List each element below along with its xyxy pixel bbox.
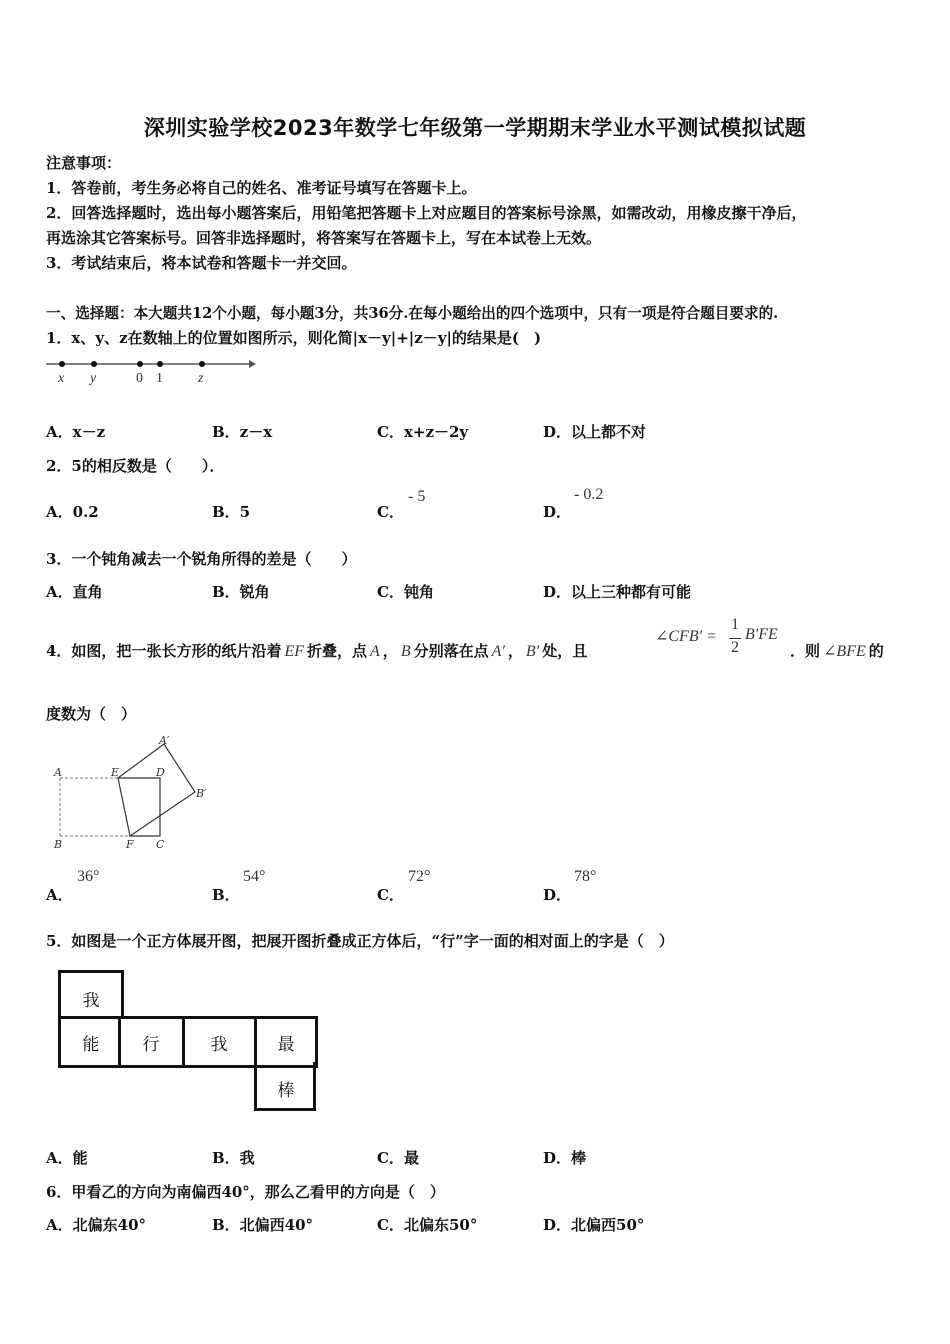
q2-option-c-math: - 5 (408, 488, 426, 505)
net-cell-bang: 棒 (277, 1081, 295, 1101)
q4-stem-end (790, 640, 884, 661)
q6-option-c[interactable]: C．北偏东50° (377, 1216, 478, 1234)
q4-point-b-prime: B′ (525, 643, 540, 660)
q4-figure (50, 732, 215, 854)
q6-option-a[interactable]: A．北偏东40° (46, 1216, 147, 1234)
q4-text-4: 处，且 (542, 642, 588, 660)
fig-label-d: D (156, 766, 165, 779)
fig-label-c: C (156, 838, 165, 851)
q4-point-a: A (370, 643, 380, 660)
q5-stem: 5．如图是一个正方体展开图，把展开图折叠成正方体后，“行”字一面的相对面上的字是（ ） (46, 932, 674, 950)
label-x: x (58, 371, 65, 386)
label-z: z (198, 371, 204, 386)
notice-item-3: 3．考试结束后，将本试卷和答题卡一并交回。 (46, 254, 357, 272)
q4-frac-num: 1 (731, 616, 739, 633)
q2-option-d[interactable]: D． (543, 503, 572, 521)
fig-label-a: A (54, 766, 62, 779)
q3-option-c[interactable]: C．钝角 (377, 583, 434, 601)
q4-stem-line (46, 640, 587, 670)
point-1 (157, 361, 163, 367)
q2-stem: 2．5的相反数是（ ）． (46, 457, 225, 475)
notice-heading: 注意事项： (46, 154, 122, 172)
net-cell-xing: 行 (142, 1035, 160, 1055)
fig-label-e: E (111, 766, 120, 779)
q5-option-d[interactable]: D．棒 (543, 1149, 587, 1167)
q4-text-5: ．则 (790, 642, 821, 660)
q4-option-a-value: 36° (77, 868, 100, 885)
q4-stem-2: 度数为（ ） (46, 705, 137, 723)
notice-item-2b: 再选涂其它答案标号。回答非选择题时，将答案写在答题卡上，写在本试卷上无效。 (46, 229, 602, 247)
q2-option-c[interactable]: C． (377, 503, 404, 521)
q5-cube-net (56, 968, 318, 1114)
q1-option-b[interactable]: B．z－x (212, 423, 273, 441)
fig-label-a-prime: A′ (159, 734, 170, 747)
q4-option-b[interactable]: B． (212, 886, 240, 904)
q6-stem: 6．甲看乙的方向为南偏西40°，那么乙看甲的方向是（ ） (46, 1183, 445, 1201)
section-heading: 一、选择题：本大题共12个小题，每小题3分，共36分.在每小题给出的四个选项中，只有一项是符合题目要求的. (46, 305, 779, 322)
q4-text-2: 折叠，点 (307, 642, 368, 660)
q4-text-1: 4．如图，把一张长方形的纸片沿着 (46, 642, 282, 660)
net-cell-wo-top: 我 (82, 991, 100, 1011)
point-y (91, 361, 97, 367)
q4-option-d[interactable]: D． (543, 886, 572, 904)
q5-option-b[interactable]: B．我 (212, 1149, 255, 1167)
fig-label-b-prime: B′ (196, 787, 207, 800)
q4-angle-bfe: ∠BFE (823, 643, 866, 660)
q4-frac-den: 2 (731, 639, 739, 656)
label-1: 1 (156, 371, 163, 386)
q4-option-d-value: 78° (574, 868, 597, 885)
point-z (199, 361, 205, 367)
q1-option-d[interactable]: D．以上都不对 (543, 423, 647, 441)
q2-option-b[interactable]: B．5 (212, 503, 251, 521)
fig-label-b: B (54, 838, 63, 851)
q6-option-d[interactable]: D．北偏西50° (543, 1216, 645, 1234)
notice-item-2a: 2．回答选择题时，选出每小题答案后，用铅笔把答题卡上对应题目的答案标号涂黑，如需改动，用橡皮擦干净后， (46, 204, 807, 222)
q4-ef: EF (284, 643, 304, 660)
q4-eq-left: ∠CFB′ = (655, 628, 717, 645)
q6-option-b[interactable]: B．北偏西40° (212, 1216, 314, 1234)
q1-option-c[interactable]: C．x+z－2y (377, 423, 469, 441)
notice-item-1: 1．答卷前，考生务必将自己的姓名、准考证号填写在答题卡上。 (46, 179, 477, 197)
number-line-arrow (249, 360, 256, 368)
q4-point-b: B (400, 643, 411, 660)
q3-stem: 3．一个钝角减去一个锐角所得的差是（ ） (46, 550, 357, 568)
q4-option-a[interactable]: A． (46, 886, 73, 904)
page-title: 深圳实验学校2023年数学七年级第一学期期末学业水平测试模拟试题 (143, 116, 807, 140)
q4-eq-right: B′FE (745, 626, 778, 643)
label-y: y (90, 371, 97, 386)
net-cell-neng: 能 (82, 1035, 100, 1055)
q1-number-line (44, 354, 259, 388)
q4-option-b-value: 54° (243, 868, 266, 885)
net-cell-wo: 我 (210, 1035, 228, 1055)
q4-text-6: 的 (868, 642, 884, 660)
q1-stem: 1．x、y、z在数轴上的位置如图所示，则化简|x－y|+|z－y|的结果是( ) (46, 329, 542, 347)
q4-option-c-value: 72° (408, 868, 431, 885)
point-x (59, 361, 65, 367)
net-cell-zui: 最 (277, 1035, 295, 1055)
q2-option-d-math: - 0.2 (574, 486, 604, 503)
fig-folded-part (118, 744, 195, 836)
q4-point-a-prime: A′ (491, 643, 505, 660)
q4-option-c[interactable]: C． (377, 886, 404, 904)
q4-comma-1: ， (382, 642, 398, 660)
point-0 (137, 361, 143, 367)
fig-label-f: F (126, 838, 134, 851)
q2-option-a[interactable]: A．0.2 (46, 503, 99, 521)
q1-option-a[interactable]: A．x－z (46, 423, 106, 441)
q4-text-3: 分别落在点 (413, 642, 489, 660)
q5-option-a[interactable]: A．能 (46, 1149, 88, 1167)
q3-option-a[interactable]: A．直角 (46, 583, 103, 601)
q3-option-d[interactable]: D．以上三种都有可能 (543, 583, 692, 601)
label-0: 0 (136, 371, 143, 386)
q5-option-c[interactable]: C．最 (377, 1149, 419, 1167)
q4-comma-2: ， (507, 642, 523, 660)
q3-option-b[interactable]: B．锐角 (212, 583, 270, 601)
